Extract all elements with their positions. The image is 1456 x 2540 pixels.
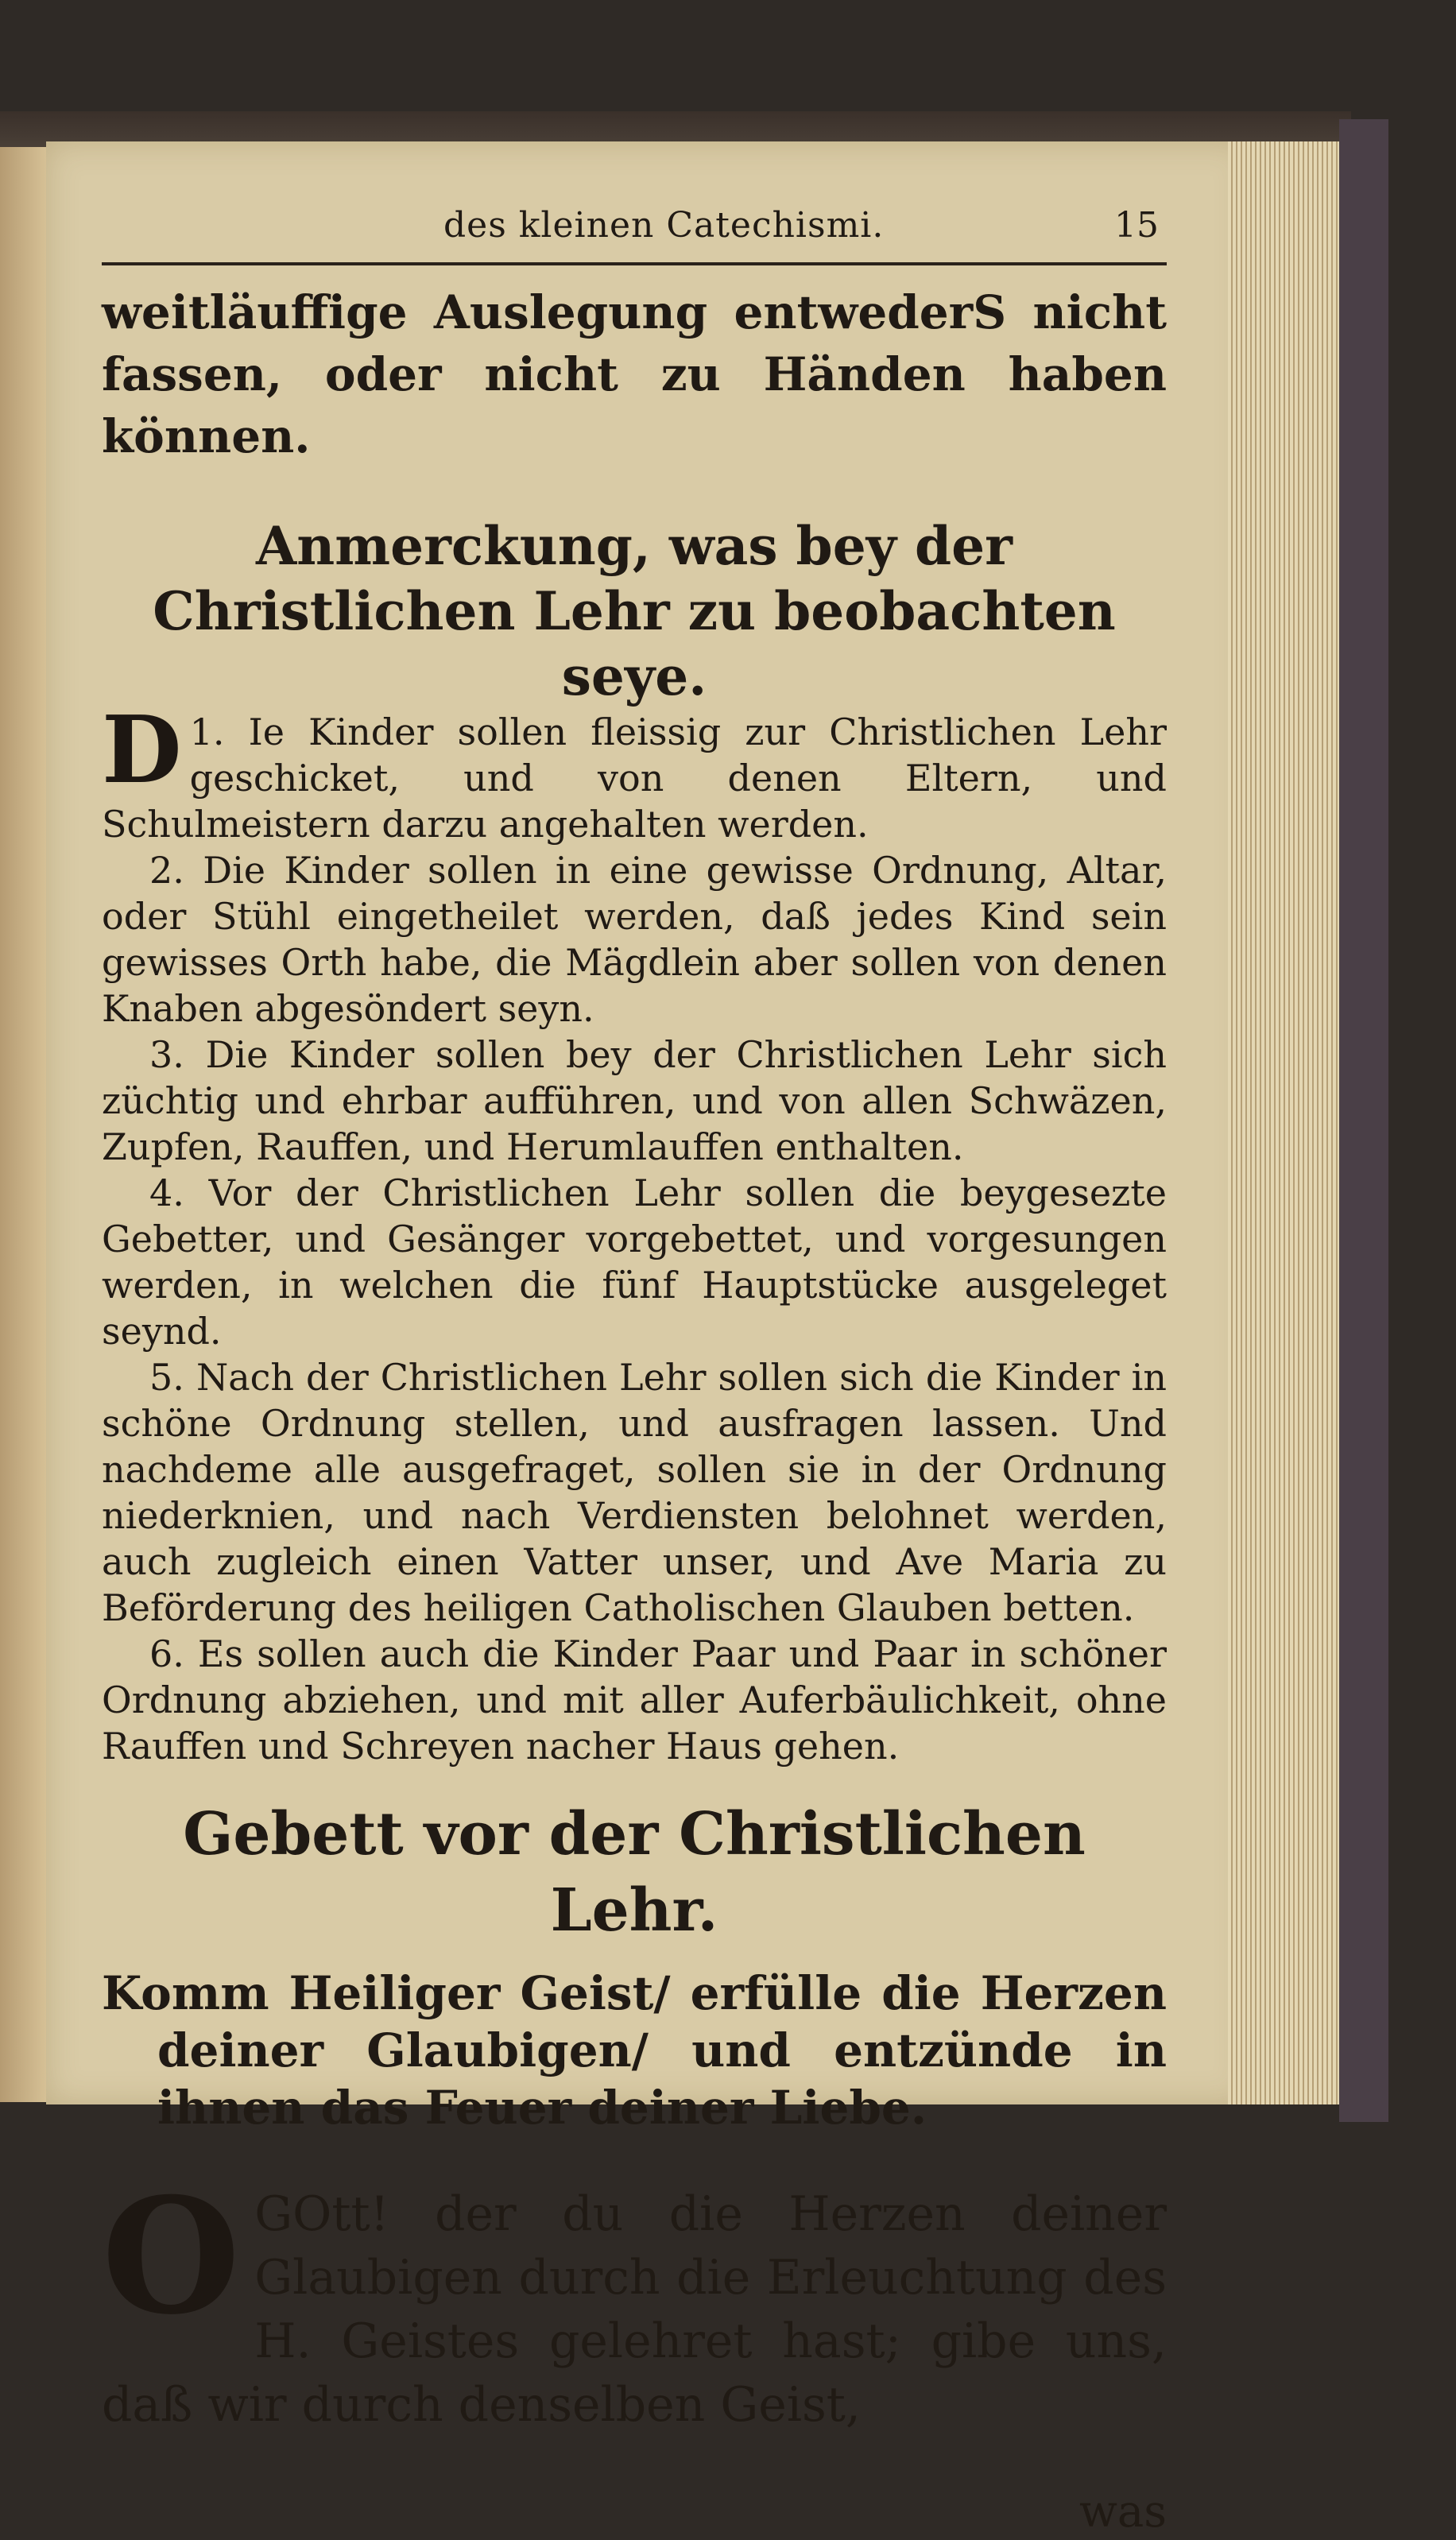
list-item: [102, 1631, 1167, 1769]
page-number: 15: [1114, 205, 1159, 246]
running-head: [102, 199, 1167, 265]
prayer-title: Gebett vor der Christlichen Lehr.: [183, 1800, 1086, 1945]
item-text: Ie Kinder sollen fleissig zur Christlichen Lehr geschicket, und von denen Eltern, und Schulmeistern darzu angehalten werden.: [102, 711, 1168, 846]
drop-capital: O: [102, 2163, 241, 2350]
page-edges: [1228, 141, 1344, 2104]
drop-capital: D: [102, 696, 182, 804]
catchword: was: [1078, 2486, 1167, 2538]
item-text: Vor der Christlichen Lehr sollen die beygesezte Gebetter, und Gesänger vorgebettet, und vorgesungen werden, in welchen die fünf Hauptstücke ausgeleget seynd.: [102, 1171, 1167, 1353]
item-number: 6.: [149, 1632, 184, 1675]
book-cover: [1339, 119, 1388, 2122]
prayer-text: GOtt! der du die Herzen deiner Glaubigen durch die Erleuchtung des H. Geistes gelehret hast; gibe uns, daß wir durch denselben Geist,: [102, 2186, 1167, 2433]
item-number: 2.: [149, 849, 184, 892]
item-text: Die Kinder sollen in eine gewisse Ordnung, Altar, oder Stühl eingetheilet werden, daß jedes Kind sein gewisses Orth habe, die Mägdlein aber sollen von denen Knaben abgesöndert seyn.: [102, 849, 1167, 1030]
item-text: Die Kinder sollen bey der Christlichen Lehr sich züchtig und ehrbar aufführen, und von allen Schwäzen, Zupfen, Rauffen, und Herumlauffen enthalten.: [102, 1033, 1167, 1168]
item-number: 4.: [149, 1171, 184, 1214]
left-page-edge: [0, 147, 49, 2102]
list-item: [102, 1032, 1167, 1170]
item-number: 1.: [189, 711, 225, 753]
page-content: [102, 199, 1167, 2540]
list-item: [102, 847, 1167, 1032]
section-heading: Anmerckung, was bey der Christlichen Lehr zu beobachten seye.: [153, 515, 1116, 707]
item-number: 5.: [149, 1356, 184, 1399]
prayer-paragraph: [102, 2163, 1167, 2437]
item-text: Es sollen auch die Kinder Paar und Paar in schöner Ordnung abziehen, und mit aller Auferbäulichkeit, ohne Rauffen und Schreyen nacher Haus gehen.: [102, 1632, 1167, 1768]
list-item: [102, 1354, 1167, 1631]
list-item: [102, 1170, 1167, 1354]
list-item: [102, 696, 1168, 847]
carry-over-text: weitläuffige Auslegung entwederS nicht fassen, oder nicht zu Händen haben können.: [102, 285, 1167, 463]
running-title: des kleinen Catechismi.: [443, 205, 885, 246]
item-text: Nach der Christlichen Lehr sollen sich die Kinder in schöne Ordnung stellen, und ausfragen lassen. Und nachdeme alle ausgefraget, sollen sie in der Ordnung niederknien, und nach Verdiensten belohnet werden, auch zugleich einen Vatter unser, und Ave Maria zu Beförderung des heiligen Catholischen Glauben betten.: [102, 1356, 1167, 1629]
invocation-text: Komm Heiliger Geist/ erfülle die Herzen deiner Glaubigen/ und entzünde in ihnen das Feuer deiner Liebe.: [102, 1966, 1167, 2135]
item-number: 3.: [149, 1033, 184, 1076]
